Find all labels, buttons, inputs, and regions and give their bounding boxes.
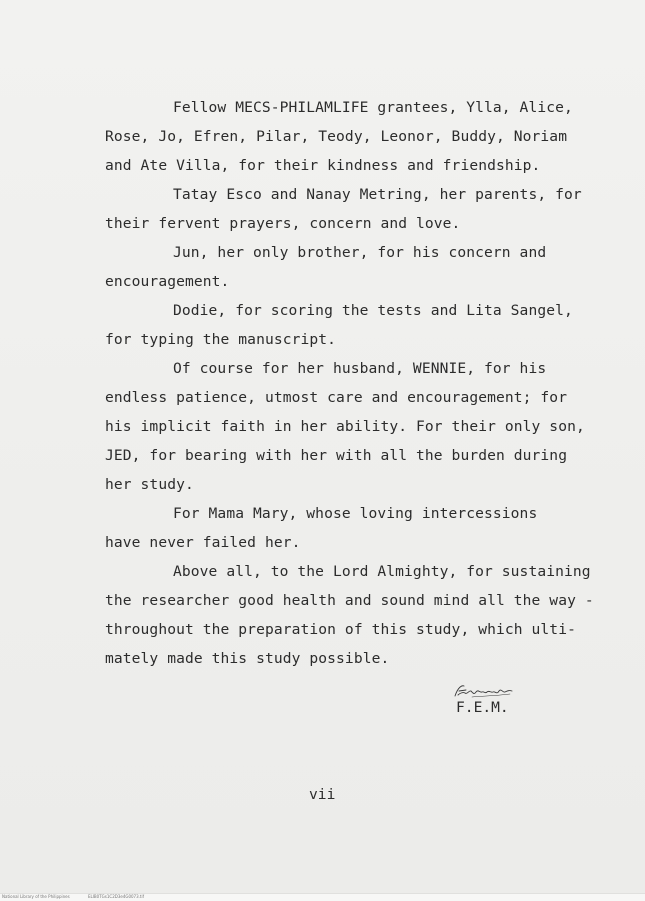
paragraph-1-line-3: and Ate Villa, for their kindness and friendship.	[105, 157, 541, 174]
footer-file-code: ELIB0TGs1C2D3e4G0073.tif	[88, 894, 145, 899]
paragraph-4-line-1: Dodie, for scoring the tests and Lita Sangel,	[173, 302, 573, 319]
paragraph-7-line-3: throughout the preparation of this study, which ulti-	[105, 621, 576, 638]
paragraph-1-line-2: Rose, Jo, Efren, Pilar, Teody, Leonor, Buddy, Noriam	[105, 128, 568, 145]
footer-library-label: National Library of the Philippines	[2, 894, 70, 899]
paragraph-6-line-1: For Mama Mary, whose loving intercessions	[173, 505, 538, 522]
paragraph-5-line-3: his implicit faith in her ability. For their only son,	[105, 418, 585, 435]
paragraph-7-line-1: Above all, to the Lord Almighty, for sustaining	[173, 563, 591, 580]
paragraph-7-line-4: mately made this study possible.	[105, 650, 390, 667]
paragraph-7-line-2: the researcher good health and sound mind all the way -	[105, 592, 594, 609]
paragraph-5-line-2: endless patience, utmost care and encouragement; for	[105, 389, 568, 406]
page-number: vii	[309, 786, 336, 803]
paragraph-2-line-1: Tatay Esco and Nanay Metring, her parents, for	[173, 186, 582, 203]
paragraph-5-line-1: Of course for her husband, WENNIE, for his	[173, 360, 547, 377]
paragraph-3-line-1: Jun, her only brother, for his concern and	[173, 244, 547, 261]
paragraph-3-line-2: encouragement.	[105, 273, 230, 290]
paragraph-6-line-2: have never failed her.	[105, 534, 301, 551]
paragraph-5-line-4: JED, for bearing with her with all the burden during	[105, 447, 568, 464]
author-initials: F.E.M.	[456, 699, 509, 716]
paragraph-1-line-1: Fellow MECS-PHILAMLIFE grantees, Ylla, Alice,	[173, 99, 573, 116]
paragraph-4-line-2: for typing the manuscript.	[105, 331, 337, 348]
paragraph-5-line-5: her study.	[105, 476, 194, 493]
paragraph-2-line-2: their fervent prayers, concern and love.	[105, 215, 461, 232]
